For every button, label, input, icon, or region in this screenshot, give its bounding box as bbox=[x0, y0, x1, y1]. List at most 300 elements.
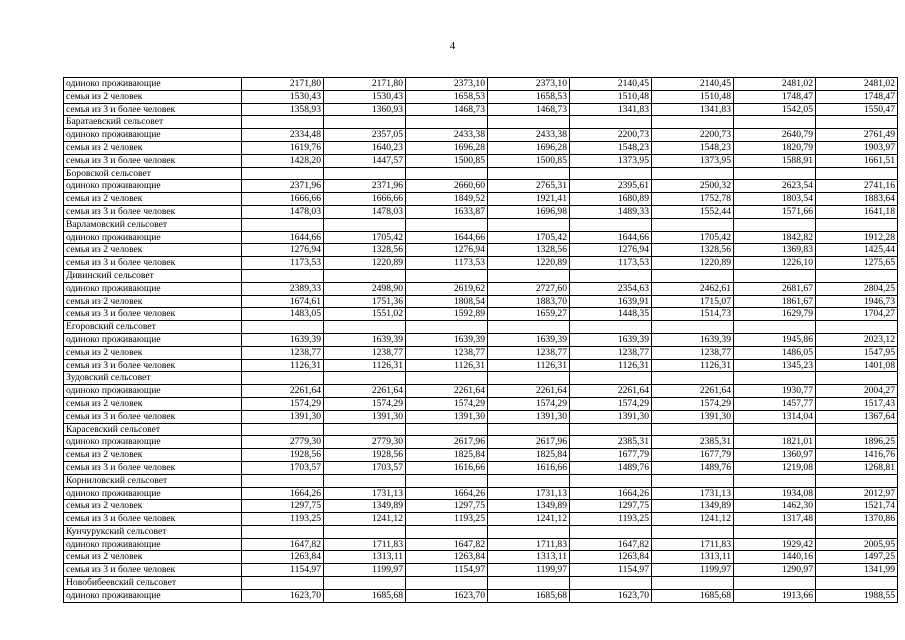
value-cell: 2261,64 bbox=[652, 385, 734, 398]
value-cell: 1903,97 bbox=[816, 141, 898, 154]
value-cell: 1574,29 bbox=[406, 397, 488, 410]
value-cell: 1666,66 bbox=[324, 193, 406, 206]
value-cell: 1705,42 bbox=[324, 231, 406, 244]
value-cell: 2761,49 bbox=[816, 129, 898, 142]
value-cell: 1644,66 bbox=[570, 231, 652, 244]
value-cell: 1521,74 bbox=[816, 500, 898, 513]
value-cell: 1425,44 bbox=[816, 244, 898, 257]
table-row bbox=[64, 116, 898, 129]
value-cell: 1842,82 bbox=[734, 231, 816, 244]
value-cell: 1883,70 bbox=[488, 295, 570, 308]
row-label: Варламовский сельсовет bbox=[64, 218, 242, 231]
value-cell: 1263,84 bbox=[406, 551, 488, 564]
value-cell: 1428,20 bbox=[242, 154, 324, 167]
value-cell: 1391,30 bbox=[488, 410, 570, 423]
row-label: одиноко проживающие bbox=[64, 538, 242, 551]
value-cell: 2619,62 bbox=[406, 282, 488, 295]
row-label: Зудовский сельсовет bbox=[64, 372, 242, 385]
value-cell: 1349,89 bbox=[652, 500, 734, 513]
value-cell: 1226,10 bbox=[734, 257, 816, 270]
value-cell: 2261,64 bbox=[406, 385, 488, 398]
value-cell: 2804,25 bbox=[816, 282, 898, 295]
row-label: одиноко проживающие bbox=[64, 436, 242, 449]
value-cell: 1825,84 bbox=[488, 449, 570, 462]
value-cell: 1913,66 bbox=[734, 589, 816, 602]
value-cell: 2433,38 bbox=[488, 129, 570, 142]
value-cell bbox=[816, 423, 898, 436]
value-cell: 1542,05 bbox=[734, 103, 816, 116]
value-cell: 1360,97 bbox=[734, 449, 816, 462]
value-cell: 1658,53 bbox=[406, 90, 488, 103]
value-cell: 1341,83 bbox=[652, 103, 734, 116]
value-cell: 1220,89 bbox=[324, 257, 406, 270]
value-cell bbox=[816, 218, 898, 231]
table-row bbox=[64, 513, 898, 526]
value-cell: 1238,77 bbox=[242, 346, 324, 359]
value-cell bbox=[652, 474, 734, 487]
value-cell bbox=[734, 372, 816, 385]
row-label: Корниловский сельсовет bbox=[64, 474, 242, 487]
value-cell: 1571,66 bbox=[734, 205, 816, 218]
value-cell: 2779,30 bbox=[242, 436, 324, 449]
value-cell: 1623,70 bbox=[242, 589, 324, 602]
value-cell: 1478,03 bbox=[324, 205, 406, 218]
table-row bbox=[64, 154, 898, 167]
value-cell: 1639,39 bbox=[488, 333, 570, 346]
value-cell: 2200,73 bbox=[570, 129, 652, 142]
value-cell: 1328,56 bbox=[488, 244, 570, 257]
value-cell: 1639,39 bbox=[652, 333, 734, 346]
value-cell bbox=[242, 321, 324, 334]
table-row bbox=[64, 103, 898, 116]
value-cell bbox=[242, 372, 324, 385]
table-row bbox=[64, 474, 898, 487]
value-cell: 1489,33 bbox=[570, 205, 652, 218]
row-label: семья из 3 и более человек bbox=[64, 103, 242, 116]
value-cell: 1462,30 bbox=[734, 500, 816, 513]
value-cell: 1391,30 bbox=[242, 410, 324, 423]
value-cell bbox=[406, 577, 488, 590]
value-cell bbox=[406, 321, 488, 334]
value-cell: 1696,98 bbox=[488, 205, 570, 218]
value-cell: 1173,53 bbox=[406, 257, 488, 270]
value-cell bbox=[242, 116, 324, 129]
value-cell: 2385,31 bbox=[652, 436, 734, 449]
value-cell: 1199,97 bbox=[488, 564, 570, 577]
value-cell bbox=[816, 167, 898, 180]
value-cell: 1369,83 bbox=[734, 244, 816, 257]
value-cell bbox=[488, 218, 570, 231]
value-cell: 1639,39 bbox=[242, 333, 324, 346]
row-label: семья из 2 человек bbox=[64, 346, 242, 359]
value-cell: 1341,99 bbox=[816, 564, 898, 577]
value-cell: 2681,67 bbox=[734, 282, 816, 295]
table-row bbox=[64, 359, 898, 372]
value-cell: 1705,42 bbox=[652, 231, 734, 244]
value-cell: 2741,16 bbox=[816, 180, 898, 193]
value-cell bbox=[816, 577, 898, 590]
value-cell: 1483,05 bbox=[242, 308, 324, 321]
value-cell bbox=[734, 321, 816, 334]
table-row bbox=[64, 487, 898, 500]
value-cell bbox=[816, 474, 898, 487]
row-label: одиноко проживающие bbox=[64, 282, 242, 295]
row-label: одиноко проживающие bbox=[64, 385, 242, 398]
value-cell bbox=[488, 321, 570, 334]
value-cell: 1664,26 bbox=[242, 487, 324, 500]
value-cell: 1367,64 bbox=[816, 410, 898, 423]
value-cell: 1373,95 bbox=[652, 154, 734, 167]
value-cell: 1193,25 bbox=[242, 513, 324, 526]
value-cell: 1647,82 bbox=[242, 538, 324, 551]
value-cell: 2261,64 bbox=[324, 385, 406, 398]
table-row bbox=[64, 231, 898, 244]
value-cell bbox=[324, 218, 406, 231]
value-cell: 1715,07 bbox=[652, 295, 734, 308]
row-label: одиноко проживающие bbox=[64, 129, 242, 142]
value-cell: 1921,41 bbox=[488, 193, 570, 206]
value-cell: 1685,68 bbox=[652, 589, 734, 602]
table-row bbox=[64, 308, 898, 321]
table-row bbox=[64, 449, 898, 462]
value-cell: 1530,43 bbox=[324, 90, 406, 103]
value-cell bbox=[734, 577, 816, 590]
row-label: семья из 3 и более человек bbox=[64, 564, 242, 577]
value-cell: 1551,02 bbox=[324, 308, 406, 321]
row-label: семья из 2 человек bbox=[64, 397, 242, 410]
value-cell: 1820,79 bbox=[734, 141, 816, 154]
value-cell bbox=[324, 577, 406, 590]
value-cell: 1238,77 bbox=[324, 346, 406, 359]
value-cell bbox=[816, 372, 898, 385]
value-cell bbox=[488, 423, 570, 436]
value-cell: 2481,02 bbox=[816, 78, 898, 91]
value-cell bbox=[734, 167, 816, 180]
value-cell bbox=[488, 116, 570, 129]
value-cell: 2481,02 bbox=[734, 78, 816, 91]
value-cell: 2385,31 bbox=[570, 436, 652, 449]
value-cell: 2354,63 bbox=[570, 282, 652, 295]
value-cell bbox=[570, 269, 652, 282]
value-cell: 1896,25 bbox=[816, 436, 898, 449]
value-cell bbox=[242, 423, 324, 436]
table-body bbox=[64, 78, 898, 603]
value-cell: 1193,25 bbox=[570, 513, 652, 526]
value-cell: 2140,45 bbox=[652, 78, 734, 91]
value-cell: 2261,64 bbox=[488, 385, 570, 398]
value-cell: 2433,38 bbox=[406, 129, 488, 142]
row-label: одиноко проживающие bbox=[64, 589, 242, 602]
value-cell: 1154,97 bbox=[242, 564, 324, 577]
value-cell bbox=[488, 474, 570, 487]
value-cell: 2623,54 bbox=[734, 180, 816, 193]
table-row bbox=[64, 90, 898, 103]
value-cell bbox=[324, 321, 406, 334]
value-cell: 1623,70 bbox=[406, 589, 488, 602]
value-cell: 1478,03 bbox=[242, 205, 324, 218]
value-cell: 1928,56 bbox=[242, 449, 324, 462]
value-cell: 1489,76 bbox=[652, 461, 734, 474]
value-cell: 1825,84 bbox=[406, 449, 488, 462]
value-cell: 1416,76 bbox=[816, 449, 898, 462]
value-cell: 1748,47 bbox=[734, 90, 816, 103]
row-label: Дивинский сельсовет bbox=[64, 269, 242, 282]
value-cell: 1861,67 bbox=[734, 295, 816, 308]
value-cell: 1674,61 bbox=[242, 295, 324, 308]
value-cell: 1220,89 bbox=[652, 257, 734, 270]
value-cell: 1639,91 bbox=[570, 295, 652, 308]
row-label: Карасевский сельсовет bbox=[64, 423, 242, 436]
value-cell: 2023,12 bbox=[816, 333, 898, 346]
value-cell: 1391,30 bbox=[652, 410, 734, 423]
value-cell: 2357,05 bbox=[324, 129, 406, 142]
value-cell: 2261,64 bbox=[570, 385, 652, 398]
value-cell: 1358,93 bbox=[242, 103, 324, 116]
value-cell: 1297,75 bbox=[406, 500, 488, 513]
value-cell: 1945,86 bbox=[734, 333, 816, 346]
table-row bbox=[64, 525, 898, 538]
table-row bbox=[64, 436, 898, 449]
table-row bbox=[64, 244, 898, 257]
value-cell bbox=[734, 116, 816, 129]
value-cell: 1370,86 bbox=[816, 513, 898, 526]
row-label: семья из 3 и более человек bbox=[64, 410, 242, 423]
value-cell: 2371,96 bbox=[242, 180, 324, 193]
value-cell: 1199,97 bbox=[652, 564, 734, 577]
table-row bbox=[64, 346, 898, 359]
table-row bbox=[64, 461, 898, 474]
value-cell: 1530,43 bbox=[242, 90, 324, 103]
table-row bbox=[64, 321, 898, 334]
value-cell bbox=[488, 525, 570, 538]
row-label: семья из 3 и более человек bbox=[64, 461, 242, 474]
value-cell: 1241,12 bbox=[652, 513, 734, 526]
value-cell: 2373,10 bbox=[488, 78, 570, 91]
value-cell: 1154,97 bbox=[406, 564, 488, 577]
row-label: семья из 2 человек bbox=[64, 551, 242, 564]
value-cell: 1552,44 bbox=[652, 205, 734, 218]
table-row bbox=[64, 141, 898, 154]
value-cell bbox=[488, 167, 570, 180]
value-cell bbox=[570, 525, 652, 538]
value-cell: 1929,42 bbox=[734, 538, 816, 551]
value-cell: 1290,97 bbox=[734, 564, 816, 577]
row-label: семья из 3 и более человек bbox=[64, 257, 242, 270]
value-cell: 1328,56 bbox=[324, 244, 406, 257]
value-cell bbox=[488, 577, 570, 590]
value-cell: 2171,80 bbox=[324, 78, 406, 91]
value-cell: 1574,29 bbox=[652, 397, 734, 410]
value-cell: 1619,76 bbox=[242, 141, 324, 154]
value-cell: 2765,31 bbox=[488, 180, 570, 193]
table-row bbox=[64, 577, 898, 590]
table-row bbox=[64, 423, 898, 436]
value-cell: 1696,28 bbox=[488, 141, 570, 154]
table-row bbox=[64, 397, 898, 410]
value-cell bbox=[406, 116, 488, 129]
value-cell: 1685,68 bbox=[324, 589, 406, 602]
value-cell bbox=[406, 269, 488, 282]
value-cell: 1173,53 bbox=[242, 257, 324, 270]
value-cell: 1752,78 bbox=[652, 193, 734, 206]
table-row bbox=[64, 333, 898, 346]
value-cell: 1946,73 bbox=[816, 295, 898, 308]
value-cell: 1126,31 bbox=[570, 359, 652, 372]
value-cell bbox=[816, 525, 898, 538]
value-cell: 1468,73 bbox=[488, 103, 570, 116]
value-cell: 2462,61 bbox=[652, 282, 734, 295]
value-cell: 2005,95 bbox=[816, 538, 898, 551]
row-label: семья из 2 человек bbox=[64, 500, 242, 513]
value-cell: 1641,18 bbox=[816, 205, 898, 218]
value-cell: 1297,75 bbox=[242, 500, 324, 513]
value-cell: 1883,64 bbox=[816, 193, 898, 206]
value-cell: 1391,30 bbox=[570, 410, 652, 423]
value-cell: 1616,66 bbox=[406, 461, 488, 474]
value-cell: 1241,12 bbox=[324, 513, 406, 526]
value-cell bbox=[734, 474, 816, 487]
value-cell: 1489,76 bbox=[570, 461, 652, 474]
value-cell bbox=[324, 167, 406, 180]
value-cell: 2261,64 bbox=[242, 385, 324, 398]
table-row bbox=[64, 385, 898, 398]
value-cell: 1548,23 bbox=[570, 141, 652, 154]
value-cell: 1401,08 bbox=[816, 359, 898, 372]
value-cell: 1126,31 bbox=[406, 359, 488, 372]
table-row bbox=[64, 78, 898, 91]
value-cell: 1126,31 bbox=[652, 359, 734, 372]
value-cell bbox=[324, 372, 406, 385]
value-cell: 1705,42 bbox=[488, 231, 570, 244]
value-cell: 1238,77 bbox=[570, 346, 652, 359]
value-cell bbox=[570, 321, 652, 334]
value-cell: 1219,08 bbox=[734, 461, 816, 474]
value-cell bbox=[488, 269, 570, 282]
table-row bbox=[64, 372, 898, 385]
value-cell: 2640,79 bbox=[734, 129, 816, 142]
value-cell: 2500,32 bbox=[652, 180, 734, 193]
table-row bbox=[64, 129, 898, 142]
value-cell: 1623,70 bbox=[570, 589, 652, 602]
row-label: семья из 2 человек bbox=[64, 295, 242, 308]
table-row bbox=[64, 564, 898, 577]
value-cell: 1731,13 bbox=[652, 487, 734, 500]
table-row bbox=[64, 589, 898, 602]
value-cell bbox=[406, 423, 488, 436]
value-cell: 1448,35 bbox=[570, 308, 652, 321]
table-row bbox=[64, 167, 898, 180]
row-label: Баратаевский сельсовет bbox=[64, 116, 242, 129]
value-cell bbox=[406, 372, 488, 385]
value-cell bbox=[242, 269, 324, 282]
table-row bbox=[64, 180, 898, 193]
value-cell: 1238,77 bbox=[652, 346, 734, 359]
value-cell: 2498,90 bbox=[324, 282, 406, 295]
value-cell: 1659,27 bbox=[488, 308, 570, 321]
value-cell bbox=[570, 577, 652, 590]
row-label: семья из 3 и более человек bbox=[64, 308, 242, 321]
value-cell bbox=[652, 372, 734, 385]
value-cell: 1664,26 bbox=[406, 487, 488, 500]
value-cell: 1629,79 bbox=[734, 308, 816, 321]
value-cell: 1821,01 bbox=[734, 436, 816, 449]
row-label: семья из 2 человек bbox=[64, 141, 242, 154]
value-cell bbox=[242, 218, 324, 231]
value-cell: 2389,33 bbox=[242, 282, 324, 295]
value-cell: 1731,13 bbox=[324, 487, 406, 500]
value-cell: 2371,96 bbox=[324, 180, 406, 193]
value-cell: 1934,08 bbox=[734, 487, 816, 500]
value-cell bbox=[406, 525, 488, 538]
value-cell bbox=[734, 218, 816, 231]
value-cell: 1639,39 bbox=[324, 333, 406, 346]
value-cell: 1704,27 bbox=[816, 308, 898, 321]
value-cell: 1703,57 bbox=[242, 461, 324, 474]
value-cell: 1313,11 bbox=[488, 551, 570, 564]
value-cell: 1500,85 bbox=[488, 154, 570, 167]
row-label: Боровской сельсовет bbox=[64, 167, 242, 180]
value-cell bbox=[570, 116, 652, 129]
value-cell: 2373,10 bbox=[406, 78, 488, 91]
row-label: семья из 2 человек bbox=[64, 244, 242, 257]
value-cell: 1574,29 bbox=[324, 397, 406, 410]
value-cell: 1748,47 bbox=[816, 90, 898, 103]
value-cell: 1313,11 bbox=[324, 551, 406, 564]
value-cell: 1696,28 bbox=[406, 141, 488, 154]
value-cell: 1457,77 bbox=[734, 397, 816, 410]
value-cell bbox=[652, 577, 734, 590]
value-cell bbox=[734, 525, 816, 538]
table-row bbox=[64, 538, 898, 551]
value-cell: 1711,83 bbox=[324, 538, 406, 551]
value-cell: 1276,94 bbox=[406, 244, 488, 257]
value-cell: 1238,77 bbox=[488, 346, 570, 359]
value-cell: 1317,48 bbox=[734, 513, 816, 526]
value-cell: 1574,29 bbox=[488, 397, 570, 410]
value-cell bbox=[488, 372, 570, 385]
value-cell: 1510,48 bbox=[652, 90, 734, 103]
value-cell: 1391,30 bbox=[324, 410, 406, 423]
table-row bbox=[64, 269, 898, 282]
row-label: одиноко проживающие bbox=[64, 180, 242, 193]
row-label: одиноко проживающие bbox=[64, 231, 242, 244]
value-cell: 1391,30 bbox=[406, 410, 488, 423]
value-cell: 1988,55 bbox=[816, 589, 898, 602]
value-cell: 1849,52 bbox=[406, 193, 488, 206]
value-cell bbox=[324, 423, 406, 436]
value-cell bbox=[652, 269, 734, 282]
value-cell: 1574,29 bbox=[570, 397, 652, 410]
value-cell: 1574,29 bbox=[242, 397, 324, 410]
table-row bbox=[64, 205, 898, 218]
table-row bbox=[64, 282, 898, 295]
value-cell: 1517,43 bbox=[816, 397, 898, 410]
page-number: 4 bbox=[449, 40, 456, 52]
value-cell: 1592,89 bbox=[406, 308, 488, 321]
value-cell: 1486,05 bbox=[734, 346, 816, 359]
value-cell bbox=[570, 372, 652, 385]
value-cell: 1341,83 bbox=[570, 103, 652, 116]
value-cell bbox=[652, 525, 734, 538]
value-cell: 1644,66 bbox=[406, 231, 488, 244]
row-label: семья из 2 человек bbox=[64, 449, 242, 462]
value-cell: 1647,82 bbox=[570, 538, 652, 551]
table-row bbox=[64, 500, 898, 513]
value-cell: 2395,61 bbox=[570, 180, 652, 193]
tariff-table bbox=[63, 77, 898, 603]
row-label: семья из 3 и более человек bbox=[64, 205, 242, 218]
row-label: семья из 3 и более человек bbox=[64, 154, 242, 167]
